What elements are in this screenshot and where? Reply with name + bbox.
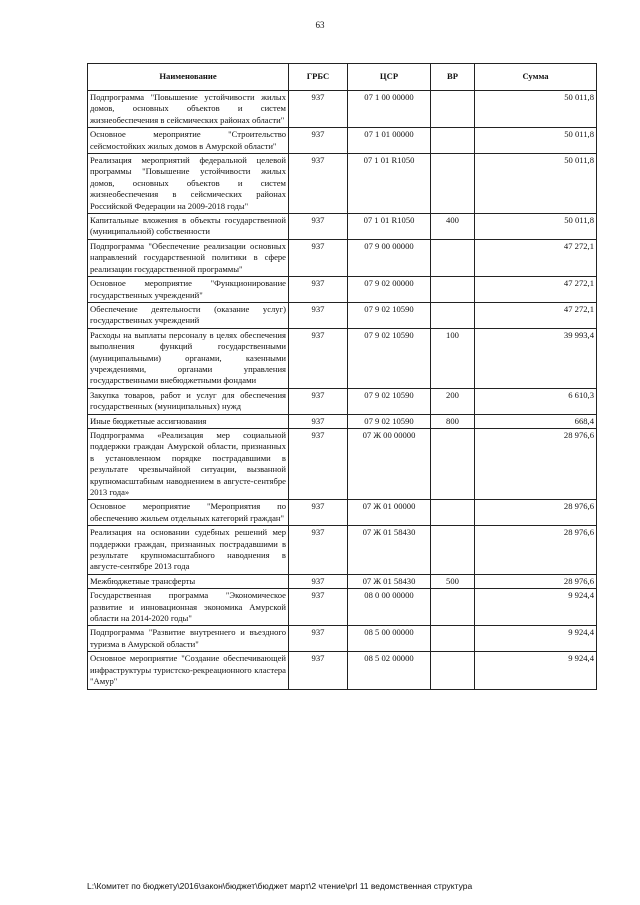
row-csr-cell: 07 9 02 10590 xyxy=(348,328,431,388)
row-vr-cell xyxy=(431,652,475,689)
row-name-cell: Подпрограмма "Развитие внутреннего и въездного туризма в Амурской области" xyxy=(88,626,289,652)
row-name-cell: Реализация мероприятий федеральной целевой программы "Повышение устойчивости жилых домов, основных объектов и систем жизнеобеспечения в сейсмических районах Российской Федерации на 2009-2018 годы" xyxy=(88,154,289,214)
row-name-cell: Подпрограмма «Реализация мер социальной поддержки граждан Амурской области, признанных в установленном порядке пострадавшими в результате чрезвычайной ситуации, вызванной крупномасштабным наводнением в августе-сентябре 2013 года» xyxy=(88,428,289,499)
row-grbs-cell: 937 xyxy=(289,626,348,652)
table-row xyxy=(88,388,597,414)
file-path-footer: L:\Комитет по бюджету\2016\закон\бюджет\бюджет март\2 чтение\prl 11 ведомственная структура xyxy=(87,881,473,891)
row-sum-cell: 50 011,8 xyxy=(475,128,597,154)
row-grbs-cell: 937 xyxy=(289,500,348,526)
row-name-cell: Основное мероприятие "Функционирование государственных учреждений" xyxy=(88,277,289,303)
table-row xyxy=(88,91,597,128)
row-csr-cell: 07 9 00 00000 xyxy=(348,239,431,276)
row-vr-cell xyxy=(431,277,475,303)
table-row xyxy=(88,154,597,214)
row-sum-cell: 50 011,8 xyxy=(475,154,597,214)
row-csr-cell: 07 9 02 00000 xyxy=(348,277,431,303)
table-row xyxy=(88,239,597,276)
header-name: Наименование xyxy=(88,64,289,91)
row-grbs-cell: 937 xyxy=(289,388,348,414)
row-csr-cell: 07 1 01 R1050 xyxy=(348,154,431,214)
row-csr-cell: 07 1 00 00000 xyxy=(348,91,431,128)
row-name-cell: Основное мероприятие "Создание обеспечивающей инфраструктуры туристско-рекреационного кластера "Амур" xyxy=(88,652,289,689)
row-csr-cell: 07 9 02 10590 xyxy=(348,302,431,328)
table-header-row xyxy=(88,64,597,91)
row-grbs-cell: 937 xyxy=(289,277,348,303)
row-csr-cell: 07 1 01 00000 xyxy=(348,128,431,154)
row-name-cell: Иные бюджетные ассигнования xyxy=(88,414,289,428)
row-sum-cell: 47 272,1 xyxy=(475,277,597,303)
table-row xyxy=(88,500,597,526)
row-csr-cell: 07 9 02 10590 xyxy=(348,388,431,414)
row-vr-cell xyxy=(431,128,475,154)
row-sum-cell: 9 924,4 xyxy=(475,626,597,652)
row-grbs-cell: 937 xyxy=(289,526,348,575)
table-row xyxy=(88,214,597,240)
row-sum-cell: 50 011,8 xyxy=(475,91,597,128)
row-vr-cell xyxy=(431,428,475,499)
row-grbs-cell: 937 xyxy=(289,589,348,626)
row-name-cell: Реализация на основании судебных решений мер поддержки граждан, признанных пострадавшими в результате крупномасштабного наводнения в августе-сентябре 2013 года xyxy=(88,526,289,575)
row-csr-cell: 07 Ж 01 58430 xyxy=(348,574,431,588)
table-row xyxy=(88,428,597,499)
row-name-cell: Капитальные вложения в объекты государственной (муниципальной) собственности xyxy=(88,214,289,240)
row-name-cell: Обеспечение деятельности (оказание услуг) государственных учреждений xyxy=(88,302,289,328)
header-grbs: ГРБС xyxy=(289,64,348,91)
row-grbs-cell: 937 xyxy=(289,328,348,388)
row-vr-cell: 200 xyxy=(431,388,475,414)
row-vr-cell: 100 xyxy=(431,328,475,388)
row-sum-cell: 668,4 xyxy=(475,414,597,428)
row-grbs-cell: 937 xyxy=(289,154,348,214)
row-grbs-cell: 937 xyxy=(289,128,348,154)
row-vr-cell: 800 xyxy=(431,414,475,428)
table-row xyxy=(88,652,597,689)
budget-table xyxy=(87,63,597,690)
row-name-cell: Закупка товаров, работ и услуг для обеспечения государственных (муниципальных) нужд xyxy=(88,388,289,414)
table-row xyxy=(88,277,597,303)
row-grbs-cell: 937 xyxy=(289,652,348,689)
row-sum-cell: 28 976,6 xyxy=(475,428,597,499)
row-vr-cell xyxy=(431,239,475,276)
row-vr-cell xyxy=(431,626,475,652)
row-sum-cell: 39 993,4 xyxy=(475,328,597,388)
row-name-cell: Основное мероприятие "Мероприятия по обеспечению жильем отдельных категорий граждан" xyxy=(88,500,289,526)
row-grbs-cell: 937 xyxy=(289,91,348,128)
row-vr-cell xyxy=(431,302,475,328)
row-sum-cell: 28 976,6 xyxy=(475,526,597,575)
row-name-cell: Межбюджетные трансферты xyxy=(88,574,289,588)
row-sum-cell: 50 011,8 xyxy=(475,214,597,240)
row-csr-cell: 07 9 02 10590 xyxy=(348,414,431,428)
row-grbs-cell: 937 xyxy=(289,302,348,328)
header-vr: ВР xyxy=(431,64,475,91)
row-vr-cell: 500 xyxy=(431,574,475,588)
row-vr-cell xyxy=(431,526,475,575)
table-row xyxy=(88,328,597,388)
table-row xyxy=(88,128,597,154)
table-row xyxy=(88,589,597,626)
row-csr-cell: 07 1 01 R1050 xyxy=(348,214,431,240)
row-vr-cell xyxy=(431,500,475,526)
row-csr-cell: 08 0 00 00000 xyxy=(348,589,431,626)
row-name-cell: Подпрограмма "Повышение устойчивости жилых домов, основных объектов и систем жизнеобеспечения в сейсмических районах области" xyxy=(88,91,289,128)
row-grbs-cell: 937 xyxy=(289,214,348,240)
row-csr-cell: 07 Ж 01 58430 xyxy=(348,526,431,575)
row-name-cell: Расходы на выплаты персоналу в целях обеспечения выполнения функций государственными (муниципальными) органами, казенными учреждениями, органами управления государственными внебюджетными фондами xyxy=(88,328,289,388)
page-number: 63 xyxy=(315,20,325,30)
row-grbs-cell: 937 xyxy=(289,414,348,428)
row-sum-cell: 47 272,1 xyxy=(475,239,597,276)
row-sum-cell: 28 976,6 xyxy=(475,500,597,526)
row-grbs-cell: 937 xyxy=(289,239,348,276)
table-row xyxy=(88,414,597,428)
row-vr-cell xyxy=(431,154,475,214)
table-row xyxy=(88,574,597,588)
row-grbs-cell: 937 xyxy=(289,428,348,499)
header-csr: ЦСР xyxy=(348,64,431,91)
table-row xyxy=(88,302,597,328)
row-grbs-cell: 937 xyxy=(289,574,348,588)
row-csr-cell: 08 5 00 00000 xyxy=(348,626,431,652)
row-sum-cell: 9 924,4 xyxy=(475,652,597,689)
row-csr-cell: 07 Ж 01 00000 xyxy=(348,500,431,526)
row-vr-cell: 400 xyxy=(431,214,475,240)
row-csr-cell: 07 Ж 00 00000 xyxy=(348,428,431,499)
row-sum-cell: 6 610,3 xyxy=(475,388,597,414)
row-vr-cell xyxy=(431,91,475,128)
row-name-cell: Подпрограмма "Обеспечение реализации основных направлений государственной политики в сфере реализации государственной программы" xyxy=(88,239,289,276)
table-row xyxy=(88,526,597,575)
row-csr-cell: 08 5 02 00000 xyxy=(348,652,431,689)
row-sum-cell: 28 976,6 xyxy=(475,574,597,588)
row-name-cell: Государственная программа "Экономическое развитие и инновационная экономика Амурской области на 2014-2020 годы" xyxy=(88,589,289,626)
table-row xyxy=(88,626,597,652)
header-sum: Сумма xyxy=(475,64,597,91)
row-name-cell: Основное мероприятие "Строительство сейсмостойких жилых домов в Амурской области" xyxy=(88,128,289,154)
row-sum-cell: 47 272,1 xyxy=(475,302,597,328)
row-sum-cell: 9 924,4 xyxy=(475,589,597,626)
row-vr-cell xyxy=(431,589,475,626)
